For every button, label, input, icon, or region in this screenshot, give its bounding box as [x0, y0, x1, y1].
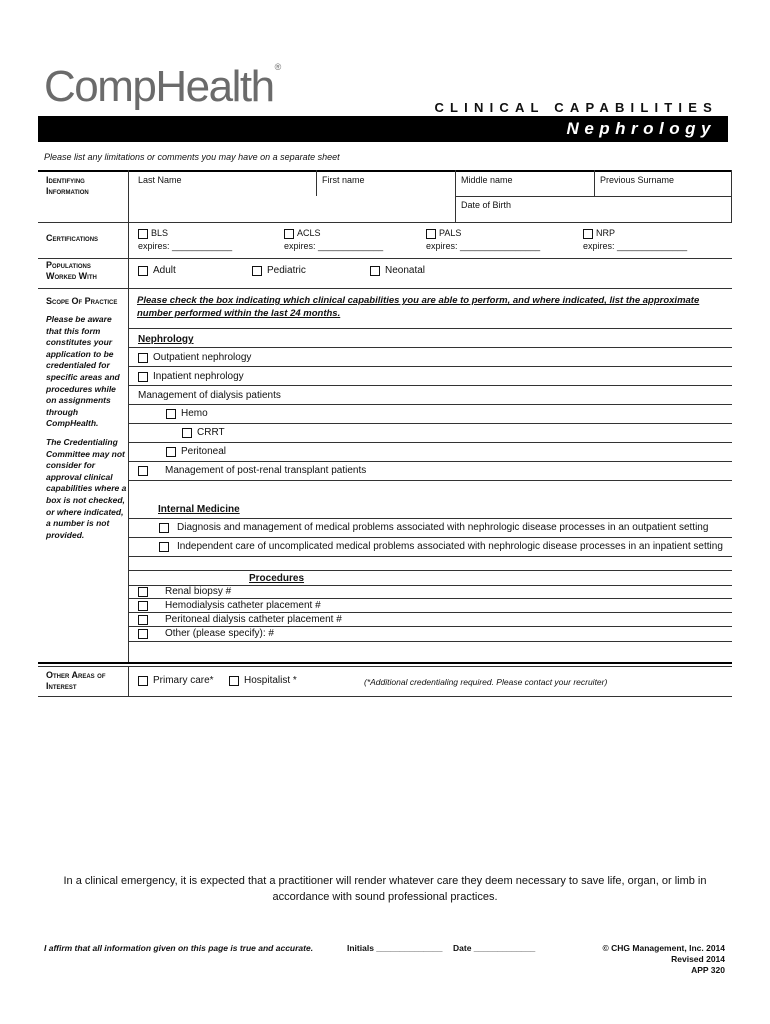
divider	[128, 423, 732, 424]
divider	[316, 170, 317, 196]
hemo-label: Hemo	[181, 408, 208, 419]
hemodialysis-catheter-checkbox[interactable]	[138, 601, 148, 611]
hospitalist-label: Hospitalist *	[244, 675, 297, 686]
divider	[38, 666, 732, 667]
divider	[38, 662, 732, 664]
divider	[128, 537, 732, 538]
other-procedure-checkbox[interactable]	[138, 629, 148, 639]
divider	[128, 556, 732, 557]
pediatric-checkbox[interactable]	[252, 266, 262, 276]
copyright-block	[603, 943, 725, 976]
revision: Revised 2014	[671, 954, 725, 964]
hospitalist-checkbox[interactable]	[229, 676, 239, 686]
nephrology-heading: Nephrology	[138, 334, 194, 345]
divider	[128, 480, 732, 481]
divider	[38, 170, 732, 172]
divider	[128, 347, 732, 348]
emergency-statement: In a clinical emergency, it is expected that a practitioner will render whatever care they deem necessary to save life, organ, or limb in accordance with sound professional practices.	[63, 875, 707, 903]
divider	[594, 170, 595, 196]
internal-medicine-heading: Internal Medicine	[158, 504, 240, 515]
procedures-heading: Procedures	[249, 573, 305, 584]
certifications-label: Certifications	[46, 233, 99, 243]
divider	[38, 222, 732, 223]
im-outpatient-checkbox[interactable]	[159, 523, 169, 533]
divider	[38, 696, 732, 697]
neonatal-label: Neonatal	[385, 265, 426, 276]
renal-biopsy-label: Renal biopsy #	[165, 586, 232, 597]
primary-care-checkbox[interactable]	[138, 676, 148, 686]
specialty-bar	[38, 116, 728, 142]
credentialing-notice	[46, 314, 128, 548]
peritoneal-catheter-checkbox[interactable]	[138, 615, 148, 625]
divider	[128, 442, 732, 443]
outpatient-nephrology-checkbox[interactable]	[138, 353, 148, 363]
divider	[128, 288, 129, 662]
inpatient-nephrology-checkbox[interactable]	[138, 372, 148, 382]
nrp-label: NRP	[596, 228, 616, 238]
peritoneal-checkbox[interactable]	[166, 447, 176, 457]
bls-label: BLS	[151, 228, 169, 238]
divider	[128, 641, 732, 642]
date-field[interactable]: Date _____________	[453, 943, 536, 953]
divider	[128, 626, 732, 627]
date-of-birth-field[interactable]: Date of Birth	[461, 200, 512, 210]
divider	[128, 598, 732, 599]
bls-checkbox[interactable]	[138, 229, 148, 239]
limitations-note: Please list any limitations or comments you may have on a separate sheet	[44, 152, 340, 162]
nrp-expires[interactable]: expires: ______________	[583, 241, 688, 251]
im-inpatient-checkbox[interactable]	[159, 542, 169, 552]
last-name-field[interactable]: Last Name	[138, 175, 182, 185]
crrt-label: CRRT	[197, 427, 225, 438]
inpatient-nephrology-label: Inpatient nephrology	[153, 371, 244, 382]
transplant-label: Management of post-renal transplant patients	[165, 465, 367, 476]
acls-expires[interactable]: expires: _____________	[284, 241, 384, 251]
divider	[128, 170, 129, 222]
acls-label: ACLS	[297, 228, 321, 238]
pals-label: PALS	[439, 228, 462, 238]
registered-mark: ®	[274, 62, 280, 72]
specialty-title: Nephrology	[566, 119, 716, 138]
form-number: APP 320	[691, 965, 725, 975]
peritoneal-catheter-label: Peritoneal dialysis catheter placement #	[165, 614, 342, 625]
divider	[128, 366, 732, 367]
initials-field[interactable]: Initials ______________	[347, 943, 443, 953]
scope-label: Scope Of Practice	[46, 296, 118, 306]
divider	[128, 385, 732, 386]
form-title: CLINICAL CAPABILITIES	[434, 100, 718, 115]
divider	[128, 258, 129, 288]
populations-label: Populations Worked With	[46, 260, 97, 281]
divider	[128, 612, 732, 613]
other-procedure-label[interactable]: Other (please specify): #	[165, 628, 274, 639]
pals-expires[interactable]: expires: ________________	[426, 241, 541, 251]
copyright: © CHG Management, Inc. 2014	[602, 943, 725, 953]
adult-label: Adult	[153, 265, 176, 276]
logo-text: CompHealth	[44, 62, 274, 111]
dialysis-management-label: Management of dialysis patients	[138, 390, 281, 401]
notice-committee: The Credentialing Committee may not consider for approval clinical capabilities where a box is not checked, or where indicated, a number is not provided.	[46, 436, 127, 540]
nrp-checkbox[interactable]	[583, 229, 593, 239]
crrt-checkbox[interactable]	[182, 428, 192, 438]
im-inpatient-label: Independent care of uncomplicated medical problems associated with nephrologic disease processes in an inpatient setting	[177, 541, 723, 552]
scope-instruction: Please check the box indicating which clinical capabilities you are able to perform, and where indicated, list the approximate number performed within the last 24 months.	[137, 295, 700, 319]
pediatric-label: Pediatric	[267, 265, 306, 276]
previous-surname-field[interactable]: Previous Surname	[600, 175, 675, 185]
divider	[38, 288, 732, 289]
divider	[128, 666, 129, 696]
hemodialysis-catheter-label: Hemodialysis catheter placement #	[165, 600, 321, 611]
transplant-checkbox[interactable]	[138, 466, 148, 476]
renal-biopsy-checkbox[interactable]	[138, 587, 148, 597]
hemo-checkbox[interactable]	[166, 409, 176, 419]
divider	[128, 328, 732, 329]
other-areas-label: Other Areas of Interest	[46, 670, 106, 691]
credentialing-note: (*Additional credentialing required. Please contact your recruiter)	[364, 677, 608, 687]
divider	[128, 518, 732, 519]
neonatal-checkbox[interactable]	[370, 266, 380, 276]
outpatient-nephrology-label: Outpatient nephrology	[153, 352, 252, 363]
acls-checkbox[interactable]	[284, 229, 294, 239]
bls-expires[interactable]: expires: ____________	[138, 241, 233, 251]
middle-name-field[interactable]: Middle name	[461, 175, 513, 185]
adult-checkbox[interactable]	[138, 266, 148, 276]
divider	[128, 461, 732, 462]
company-logo	[44, 62, 280, 112]
affirmation-text: I affirm that all information given on this page is true and accurate.	[44, 943, 314, 953]
pals-checkbox[interactable]	[426, 229, 436, 239]
divider	[38, 258, 732, 259]
first-name-field[interactable]: First name	[322, 175, 365, 185]
im-outpatient-label: Diagnosis and management of medical problems associated with nephrologic disease processes in an outpatient setting	[177, 522, 709, 533]
peritoneal-label: Peritoneal	[181, 446, 227, 457]
divider	[128, 222, 129, 258]
divider	[128, 404, 732, 405]
primary-care-label: Primary care*	[153, 675, 214, 686]
divider	[455, 196, 732, 197]
identifying-label: Identifying Information	[46, 175, 89, 196]
divider	[128, 570, 732, 571]
notice-form-purpose: Please be aware that this form constitutes your application to be credentialed for specific areas and procedures while on assignments through CompHealth.	[46, 314, 120, 429]
